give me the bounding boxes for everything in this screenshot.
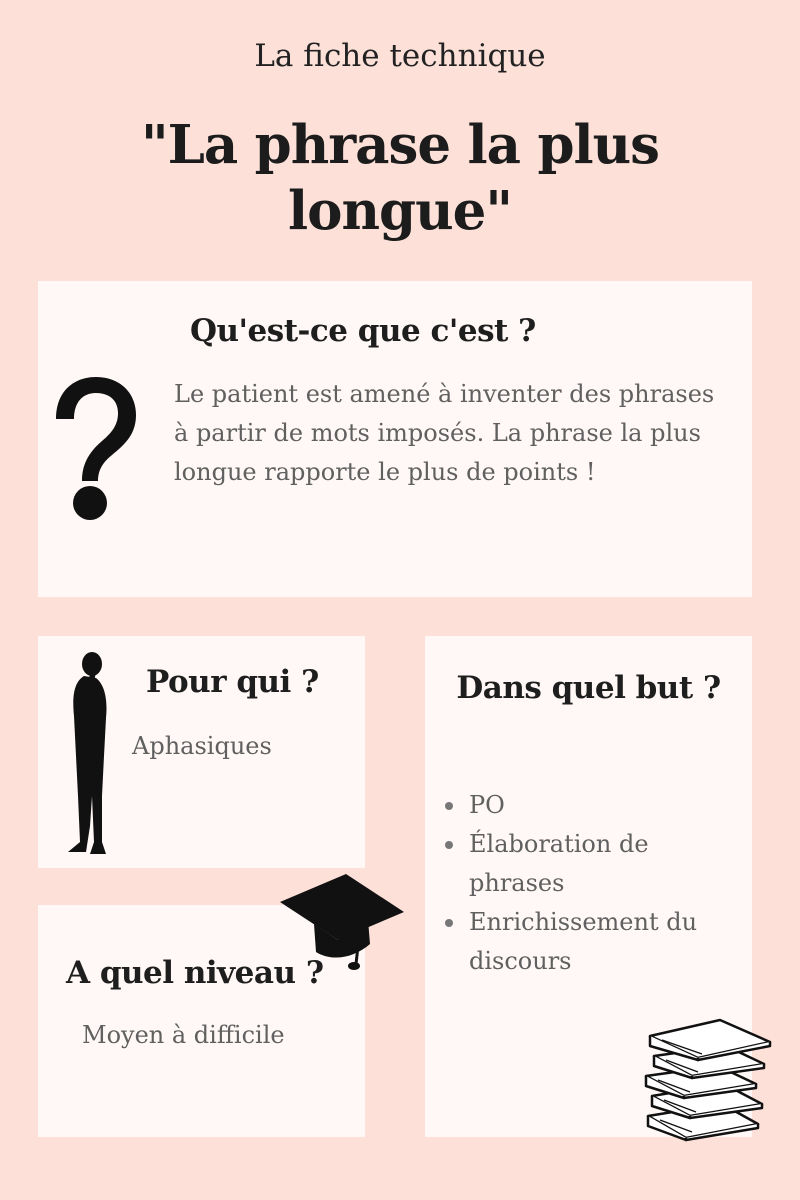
goal-list	[443, 786, 743, 981]
level-heading: A quel niveau ?	[66, 955, 324, 991]
thinking-person-silhouette	[64, 646, 112, 858]
what-heading: Qu'est-ce que c'est ?	[190, 313, 536, 349]
list-item: Enrichissement du discours	[443, 903, 743, 981]
who-heading: Pour qui ?	[146, 664, 319, 700]
goal-heading: Dans quel but ?	[456, 670, 721, 706]
graduation-cap-icon	[276, 866, 408, 970]
list-item: PO	[443, 786, 743, 825]
what-description: Le patient est amené à inventer des phrases à partir de mots imposés. La phrase la plus longue rapporte le plus de points !	[174, 380, 715, 486]
question-mark-icon	[48, 373, 140, 523]
who-card	[38, 636, 365, 868]
list-item: Élaboration de phrases	[443, 825, 743, 903]
page-title: "La phrase la plus longue"	[140, 114, 660, 242]
who-text: Aphasiques	[132, 732, 272, 760]
level-text: Moyen à difficile	[82, 1021, 285, 1049]
what-card	[38, 281, 752, 597]
kicker-label: La fiche technique	[254, 38, 546, 74]
goal-card	[425, 636, 752, 1137]
book-stack-icon	[640, 1008, 780, 1143]
